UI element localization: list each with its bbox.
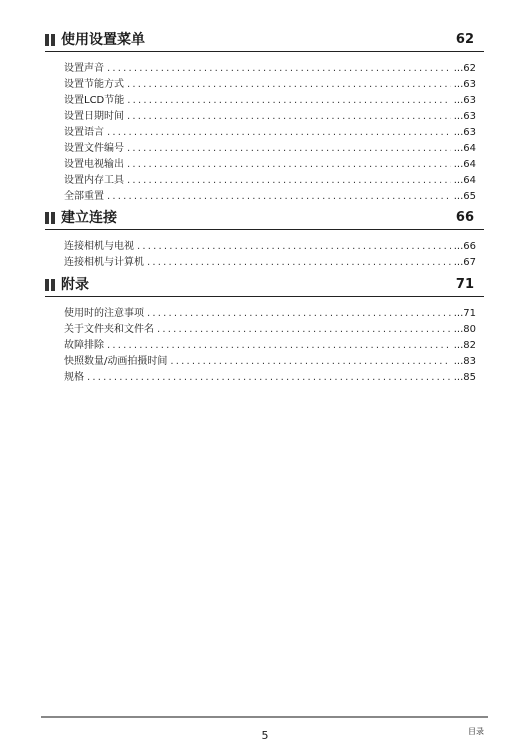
toc-entry-page: ...85 — [453, 372, 476, 383]
dot-leader — [127, 109, 451, 125]
toc-entry-label: 关于文件夹和文件名 — [64, 324, 154, 335]
toc-entry-page: ...83 — [453, 356, 476, 367]
toc-entry[interactable] — [64, 239, 476, 255]
dot-leader — [137, 239, 451, 255]
toc-entry-label: 快照数量/动画拍摄时间 — [64, 356, 168, 367]
toc-entry[interactable] — [64, 189, 476, 205]
dot-leader — [127, 141, 451, 157]
toc-entry[interactable] — [64, 109, 476, 125]
dot-leader — [107, 125, 451, 141]
section-page-number[interactable]: 66 — [455, 210, 474, 225]
dot-leader — [127, 93, 450, 109]
footer-page-number: 5 — [261, 729, 269, 742]
toc-entry-page: ...65 — [453, 191, 476, 202]
toc-entry[interactable] — [64, 306, 476, 322]
section-header — [45, 209, 484, 230]
toc-entry[interactable] — [64, 370, 476, 386]
toc-entry-label: 设置声音 — [64, 63, 104, 74]
dot-leader — [147, 255, 451, 271]
toc-entry-page: ...71 — [453, 308, 476, 319]
footer-toc-label[interactable]: 目录 — [468, 727, 484, 736]
toc-entry-label: 设置语言 — [64, 127, 104, 138]
section-marker-icon — [51, 212, 55, 224]
toc-section-settings-menu — [45, 31, 484, 205]
toc-entry-label: 设置文件编号 — [64, 143, 124, 154]
section-page-number[interactable]: 62 — [455, 32, 474, 47]
dot-leader — [107, 189, 451, 205]
toc-entry-label: 使用时的注意事项 — [64, 308, 144, 319]
toc-entry-page: ...62 — [453, 63, 476, 74]
footer-divider — [41, 716, 488, 718]
toc-entry[interactable] — [64, 93, 476, 109]
toc-entry[interactable] — [64, 61, 476, 77]
toc-entry-list — [64, 306, 476, 386]
toc-entry[interactable] — [64, 255, 476, 271]
toc-entry[interactable] — [64, 77, 476, 93]
toc-entry-page: ...66 — [453, 241, 476, 252]
toc-entry-page: ...67 — [453, 257, 476, 268]
toc-entry-label: 规格 — [64, 372, 84, 383]
toc-entry-page: ...64 — [453, 159, 476, 170]
section-marker-icon — [45, 279, 49, 291]
toc-entry-page: ...63 — [453, 79, 476, 90]
section-title[interactable]: 使用设置菜单 — [61, 32, 145, 48]
toc-entry-label: 设置节能方式 — [64, 79, 124, 90]
section-marker-icon — [51, 34, 55, 46]
toc-entry-page: ...63 — [453, 95, 476, 106]
toc-entry-label: 设置日期时间 — [64, 111, 124, 122]
toc-entry-page: ...82 — [453, 340, 476, 351]
toc-entry-label: 设置内存工具 — [64, 175, 124, 186]
toc-entry-page: ...64 — [453, 143, 476, 154]
section-marker-icon — [45, 212, 49, 224]
toc-entry[interactable] — [64, 125, 476, 141]
dot-leader — [127, 157, 451, 173]
toc-entry[interactable] — [64, 157, 476, 173]
section-page-number[interactable]: 71 — [455, 277, 474, 292]
dot-leader — [157, 322, 451, 338]
toc-entry[interactable] — [64, 354, 476, 370]
toc-entry-page: ...63 — [453, 111, 476, 122]
dot-leader — [107, 338, 451, 354]
toc-section-connections — [45, 209, 484, 271]
dot-leader — [147, 306, 451, 322]
toc-entry-list — [64, 61, 476, 205]
dot-leader — [170, 354, 450, 370]
section-title[interactable]: 附录 — [61, 277, 89, 293]
section-marker-icon — [51, 279, 55, 291]
section-header — [45, 31, 484, 52]
toc-entry-page: ...80 — [453, 324, 476, 335]
toc-entry[interactable] — [64, 141, 476, 157]
toc-entry-label: 全部重置 — [64, 191, 104, 202]
toc-entry[interactable] — [64, 338, 476, 354]
toc-entry[interactable] — [64, 173, 476, 189]
dot-leader — [87, 370, 451, 386]
toc-entry[interactable] — [64, 322, 476, 338]
toc-entry-label: 连接相机与电视 — [64, 241, 134, 252]
toc-entry-list — [64, 239, 476, 271]
toc-section-appendix — [45, 276, 484, 386]
dot-leader — [107, 61, 451, 77]
toc-entry-label: 故障排除 — [64, 340, 104, 351]
toc-entry-label: 设置LCD节能 — [64, 95, 125, 106]
section-header — [45, 276, 484, 297]
toc-entry-page: ...64 — [453, 175, 476, 186]
toc-entry-page: ...63 — [453, 127, 476, 138]
toc-entry-label: 连接相机与计算机 — [64, 257, 144, 268]
toc-entry-label: 设置电视输出 — [64, 159, 124, 170]
dot-leader — [127, 173, 451, 189]
dot-leader — [127, 77, 451, 93]
section-title[interactable]: 建立连接 — [61, 210, 117, 226]
section-marker-icon — [45, 34, 49, 46]
